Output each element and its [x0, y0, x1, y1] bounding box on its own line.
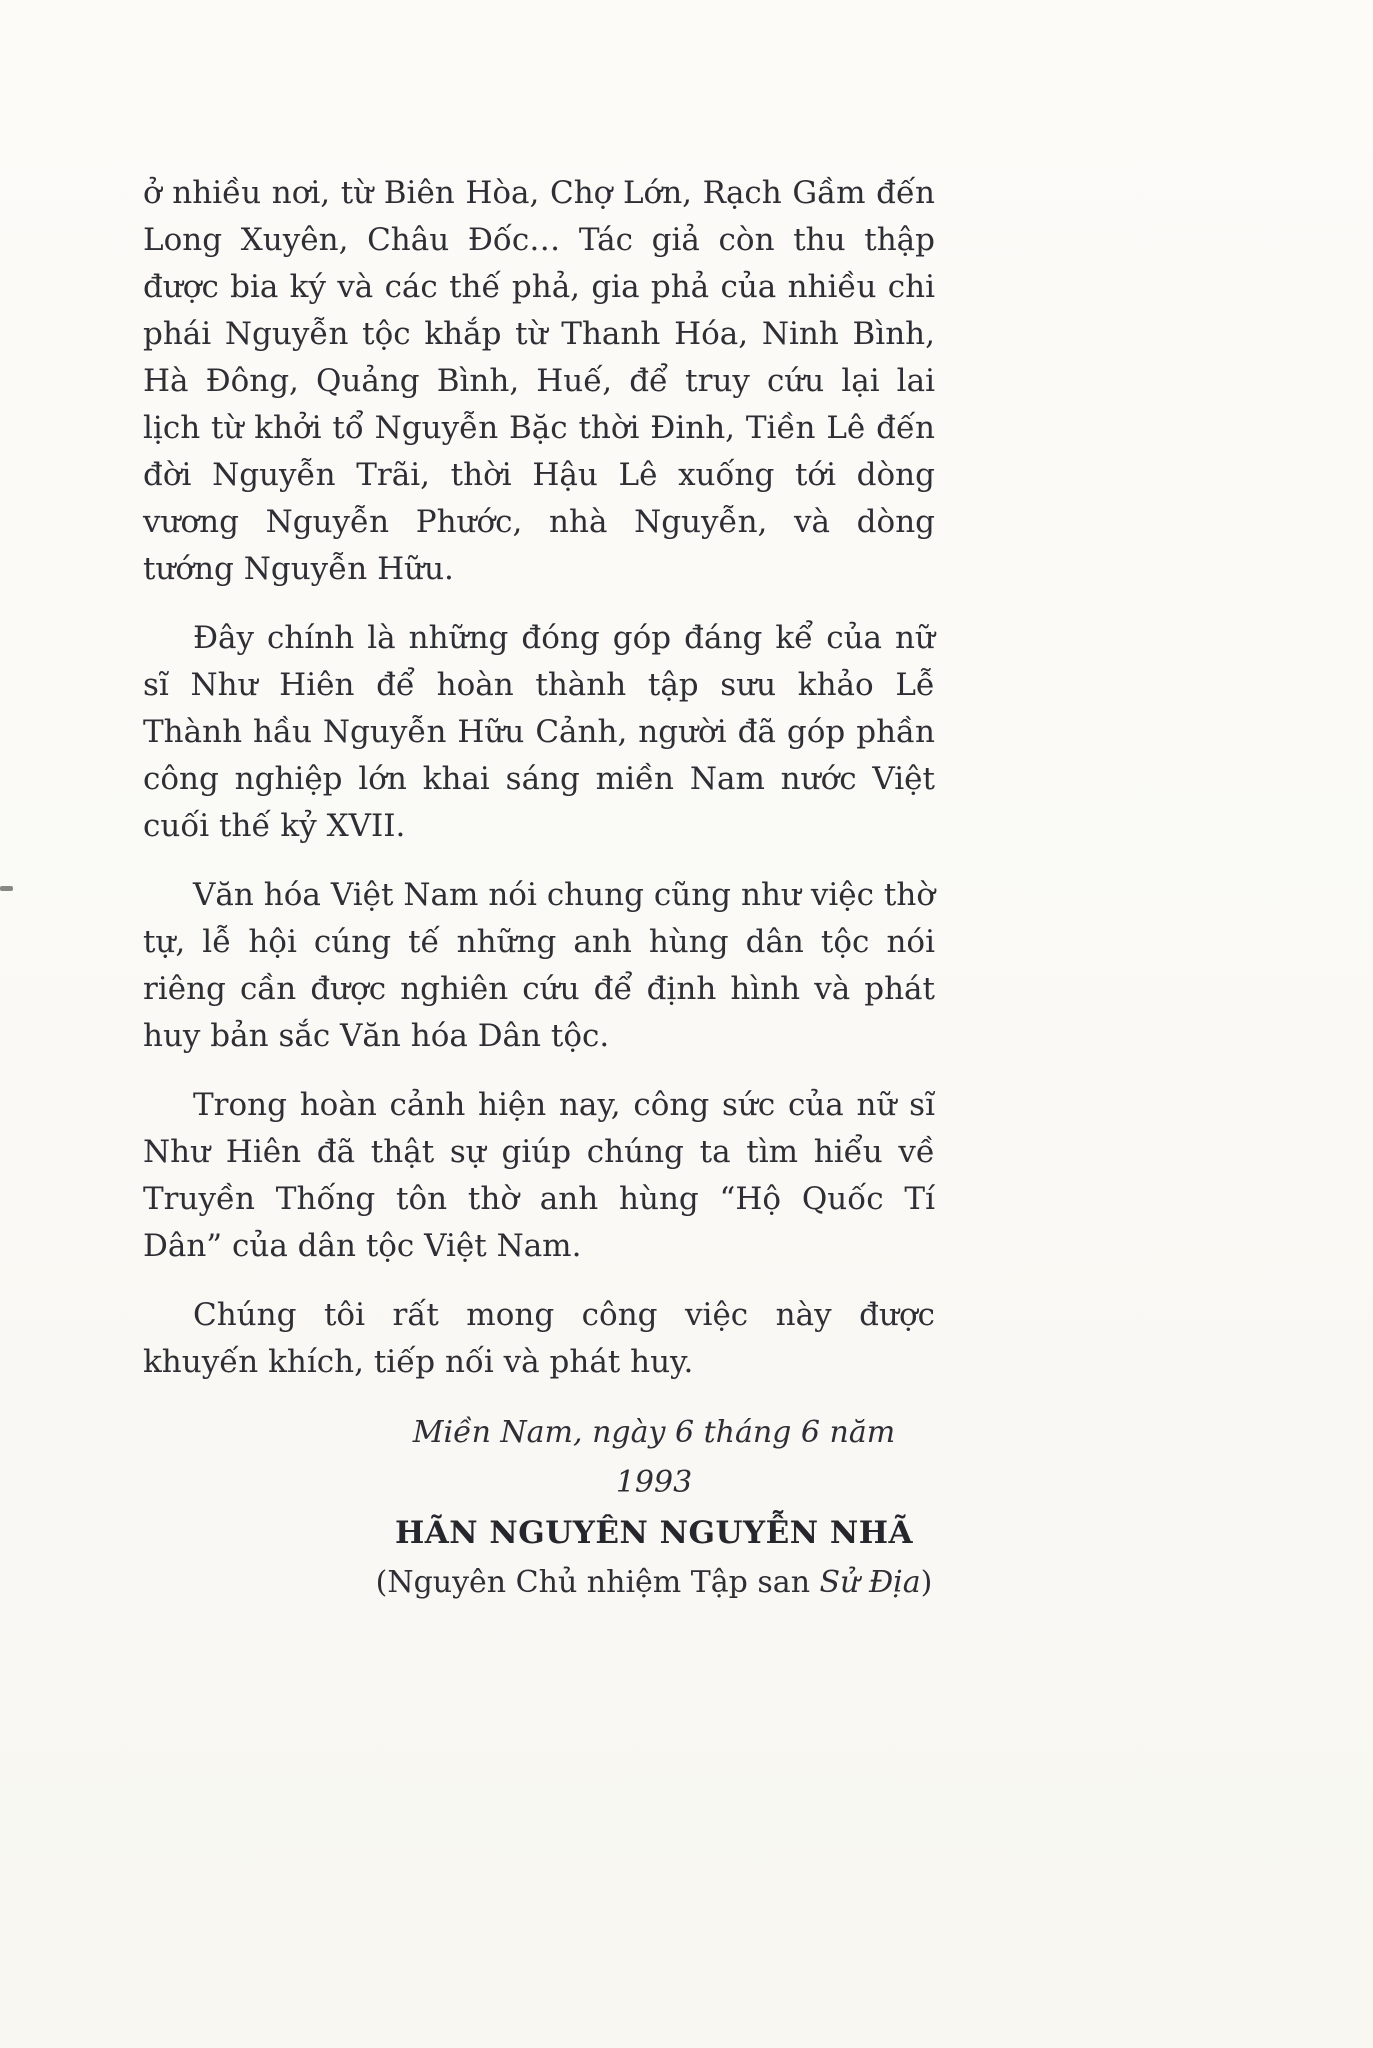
signature-date: Miền Nam, ngày 6 tháng 6 năm 1993	[412, 1415, 896, 1500]
body-paragraph: Đây chính là những đóng góp đáng kể của nữ sĩ Như Hiên để hoàn thành tập sưu khảo Lễ Thành hầu Nguyễn Hữu Cảnh, người đã góp phần công nghiệp lớn khai sáng miền Nam nước Việt cuối thế kỷ XVII.	[143, 620, 935, 844]
signature-role-publication: Sử Địa	[819, 1565, 921, 1600]
body-paragraph: Văn hóa Việt Nam nói chung cũng như việc thờ tự, lễ hội cúng tế những anh hùng dân tộc nói riêng cần được nghiên cứu để định hình và phát huy bản sắc Văn hóa Dân tộc.	[143, 877, 935, 1054]
signature-author: HÃN NGUYÊN NGUYỄN NHÃ	[394, 1515, 914, 1551]
body-paragraph: Trong hoàn cảnh hiện nay, công sức của nữ sĩ Như Hiên đã thật sự giúp chúng ta tìm hiểu về Truyền Thống tôn thờ anh hùng “Hộ Quốc Tí Dân” của dân tộc Việt Nam.	[143, 1087, 935, 1264]
body-paragraph: ở nhiều nơi, từ Biên Hòa, Chợ Lớn, Rạch Gầm đến Long Xuyên, Châu Đốc… Tác giả còn thu thập được bia ký và các thế phả, gia phả của nhiều chi phái Nguyễn tộc khắp từ Thanh Hóa, Ninh Bình, Hà Đông, Quảng Bình, Huế, để truy cứu lại lai lịch từ khởi tổ Nguyễn Bặc thời Đinh, Tiền Lê đến đời Nguyễn Trãi, thời Hậu Lê xuống tới dòng vương Nguyễn Phước, nhà Nguyễn, và dòng tướng Nguyễn Hữu.	[143, 175, 935, 587]
signature-role-prefix: (Nguyên Chủ nhiệm Tập san	[375, 1565, 820, 1600]
signature-role-suffix: )	[920, 1565, 933, 1600]
signature-role	[373, 1558, 935, 1608]
body-paragraph: Chúng tôi rất mong công việc này được khuyến khích, tiếp nối và phát huy.	[143, 1297, 935, 1380]
signature-block	[373, 1408, 935, 1608]
page-text-block	[143, 170, 935, 1608]
scan-edge-artifact	[0, 886, 13, 891]
